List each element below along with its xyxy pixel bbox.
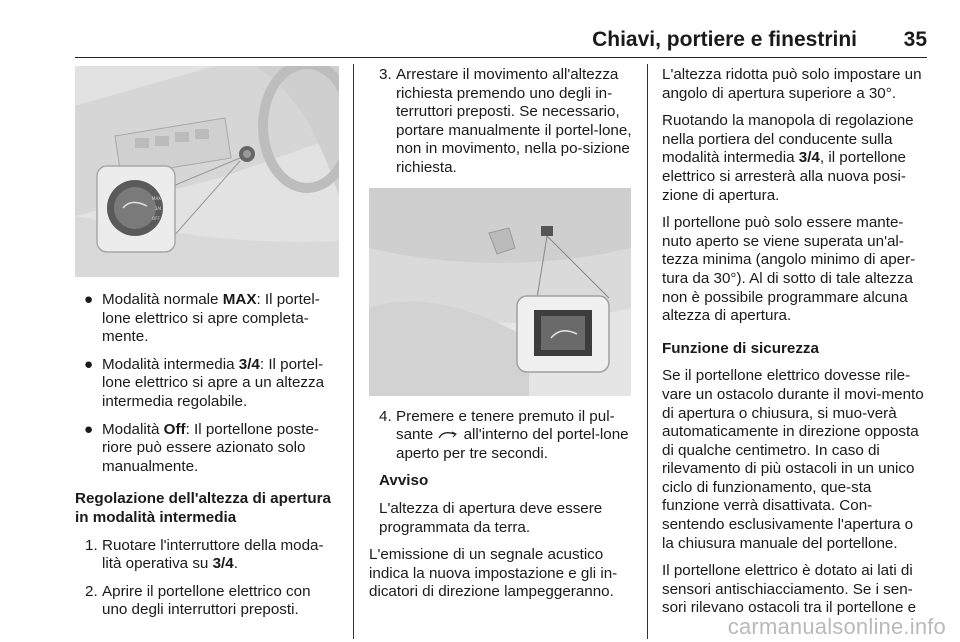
watermark: carmanualsonline.info [727,614,946,639]
list-item: 3. Arrestare il movimento all'altezza richiesta premendo uno degli in-terruttori preposti. Se necessario, portare manualmente il portel-lone, non in movimento, nella po-sizione richiesta. [379,66,632,176]
steps-list [75,537,339,620]
header-rule [75,57,927,58]
section-heading: Funzione di sicurezza [662,339,819,357]
svg-text:OFF: OFF [152,216,160,221]
paragraph: Se il portellone elettrico dovesse rile-vare un ostacolo durante il movi-mento di apertura o chiusura, si muo-verà automaticamente in direzione opposta di qualche centimetro. In caso di rilevamento di più ostacoli in un unico ciclo di funzionamento, que-sta funzione verrà disattivata. Con-sentendo esclusivamente l'apertura o la chiusura manuale del portellone. [662,367,924,552]
paragraph: Il portellone può solo essere mante-nuto aperto se viene superata un'al-tezza minima (angolo minimo di aper-tura da 30°). Al di sotto di tale altezza non è possibile programmare alcuna altezza di apertura. [662,214,916,325]
figure-tailgate-button [369,188,631,396]
paragraph: L'emissione di un segnale acustico indica la nuova impostazione e gli in-dicatori di direzione lampeggeranno. [369,546,618,601]
column-divider-2 [647,64,648,639]
mode-list [75,291,339,476]
paragraph: L'altezza ridotta può solo impostare un angolo di apertura superiore a 30°. [662,66,922,102]
column-divider-1 [353,64,354,639]
list-item: ● Modalità Off: Il portellone poste-riore può essere azionato solo manualmente. [84,420,319,475]
list-item: ● Modalità normale MAX: Il portel-lone elettrico si apre completa-mente. [84,291,320,346]
svg-text:MAX: MAX [152,196,161,201]
chapter-title: Chiavi, portiere e finestrini [592,28,857,51]
list-item: 4. Premere e tenere premuto il pul-sante all'interno del portel-lone aperto per tre secondi. [379,407,629,462]
tailgate-icon [437,428,459,440]
column-3 [662,66,926,627]
page-number: 35 [903,28,927,51]
steps-list [369,66,633,178]
page-header [75,28,927,58]
note-heading: Avviso [379,472,429,490]
list-item: ● Modalità intermedia 3/4: Il portel-lone elettrico si apre a un altezza intermedia regolabile. [84,355,325,410]
column-1 [75,66,339,629]
list-item: 1. Ruotare l'interruttore della moda-lità operativa su 3/4. [85,536,324,573]
paragraph: Ruotando la manopola di regolazione nella portiera del conducente sulla modalità intermedia 3/4, il portellone elettrico si arresterà alla nuova posi-zione di apertura. [662,112,914,204]
svg-text:3/4: 3/4 [155,206,162,211]
figure-mode-switch [75,66,339,277]
steps-list [369,408,633,464]
paragraph: Il portellone elettrico è dotato ai lati di sensori antischiacciamento. Se i sen-sori rilevano ostacoli tra il portellone e [662,562,917,617]
door-panel-illustration [75,66,339,277]
column-2 [369,66,633,611]
note-text: L'altezza di apertura deve essere programmata da terra. [379,499,603,536]
list-item: 2. Aprire il portellone elettrico con uno degli interruttori preposti. [85,582,311,619]
tailgate-illustration [369,188,631,396]
section-heading: Regolazione dell'altezza di apertura in modalità intermedia [75,490,331,526]
